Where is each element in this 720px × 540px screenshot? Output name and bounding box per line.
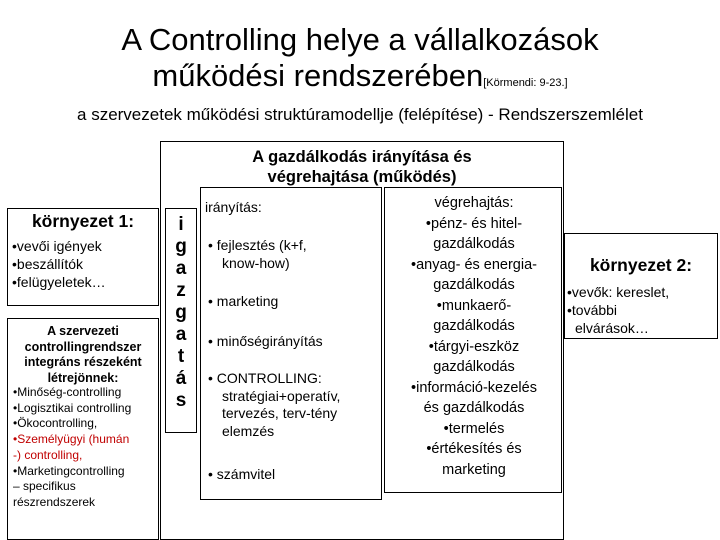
list-item: •vevők: kereslet, <box>567 284 670 300</box>
vertical-letter: a <box>175 258 187 279</box>
vertical-letter: z <box>176 280 186 301</box>
execution-line: •munkaerő- <box>436 297 512 314</box>
execution-line: marketing <box>442 461 506 478</box>
direction-item-development <box>208 237 380 272</box>
list-item: •beszállítók <box>12 256 84 272</box>
environment1-title: környezet 1: <box>31 211 135 231</box>
execution-line: gazdálkodás <box>433 318 515 334</box>
heading-line: controllingrendszer <box>24 339 142 354</box>
environment2-list <box>567 283 717 337</box>
item-line: elemzés <box>222 422 275 439</box>
item-line: • számvitel <box>208 466 276 482</box>
execution-line: •termelés <box>443 420 505 437</box>
list-item: •vevői igények <box>12 238 102 254</box>
direction-item-controlling <box>208 370 380 440</box>
item-line: • marketing <box>208 293 279 309</box>
list-item-highlight: •Személyügyi (humán <box>13 432 130 447</box>
environment2-title: környezet 2: <box>589 255 693 275</box>
vertical-letter: á <box>175 368 187 389</box>
list-item: •további <box>567 302 618 318</box>
vertical-letter: t <box>177 346 185 367</box>
list-item: •Ökocontrolling, <box>13 416 98 431</box>
page-title-line2 <box>0 58 720 101</box>
list-item: •Minőség-controlling <box>13 385 122 399</box>
controlling-system-heading <box>9 324 157 386</box>
item-line: • CONTROLLING: <box>208 370 322 386</box>
vertical-label <box>165 214 197 412</box>
direction-item-quality <box>208 333 380 351</box>
item-line: tervezés, terv-tény <box>222 405 338 421</box>
execution-line: •információ-kezelés <box>411 379 537 396</box>
heading-line: létrejönnek: <box>47 370 119 385</box>
direction-item-accounting <box>208 466 380 484</box>
list-item: •Logisztikai controlling <box>13 400 132 415</box>
heading-line: A szervezeti <box>47 324 119 338</box>
heading-line: integráns részeként <box>24 355 142 369</box>
main-title-line2: végrehajtása (működés) <box>267 168 457 186</box>
list-item-highlight: -) controlling, <box>13 447 83 462</box>
reference-note: [Körmendi: 9-23.] <box>483 77 568 89</box>
title-text: működési rendszerében <box>152 58 484 93</box>
subtitle: a szervezetek működési struktúramodellje (felépítése) - Rendszerszemlélet <box>77 105 643 124</box>
item-line: know-how) <box>222 254 290 271</box>
vertical-letter: a <box>175 324 187 345</box>
item-line: • minőségirányítás <box>208 333 323 349</box>
vertical-letter: g <box>175 236 187 257</box>
list-item: elvárások… <box>575 320 649 336</box>
list-item: részrendszerek <box>13 494 96 509</box>
vertical-letter: g <box>175 302 187 323</box>
main-frame-title <box>160 147 564 187</box>
execution-line: gazdálkodás <box>433 359 515 375</box>
vertical-letter: s <box>175 390 187 411</box>
execution-line: végrehajtás: <box>434 195 514 211</box>
execution-list <box>386 193 562 480</box>
page-title: A Controlling helye a vállalkozások <box>121 22 599 57</box>
controlling-system-list <box>13 385 157 511</box>
main-title-line1: A gazdálkodás irányítása és <box>252 148 472 166</box>
direction-item-marketing <box>208 293 380 311</box>
list-item: •Marketingcontrolling <box>13 463 125 478</box>
execution-line: •pénz- és hitel- <box>425 215 523 232</box>
execution-line: gazdálkodás <box>433 277 515 293</box>
execution-line: •tárgyi-eszköz <box>428 338 520 355</box>
list-item: •felügyeletek… <box>12 274 106 290</box>
item-line: stratégiai+operatív, <box>222 387 341 404</box>
vertical-letter: i <box>178 214 184 235</box>
execution-line: gazdálkodás <box>433 236 515 252</box>
execution-line: és gazdálkodás <box>423 400 525 416</box>
execution-line: •értékesítés és <box>426 441 522 457</box>
item-line: • fejlesztés (k+f, <box>208 237 307 253</box>
direction-title: irányítás: <box>205 199 262 215</box>
environment1-list <box>12 237 157 291</box>
list-item: – specifikus <box>13 479 76 494</box>
execution-line: •anyag- és energia- <box>411 256 537 273</box>
